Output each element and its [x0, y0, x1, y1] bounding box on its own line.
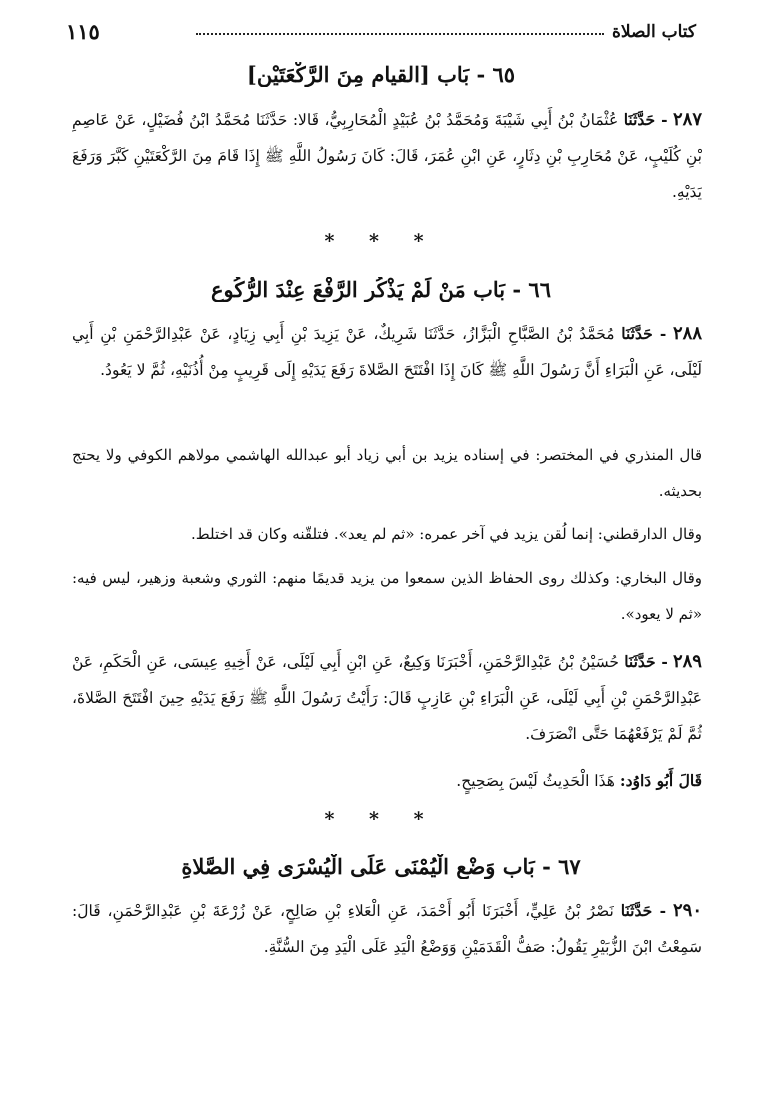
hadith-text: عُثْمَانُ بْنُ أَبِي شَيْبَةَ وَمُحَمَّدُ بْنُ عُبَيْدٍ الْمُحَارِبِيُّ، قَالا: حَدَّثَنَا مُحَمَّدُ ابْنُ فُضَيْلٍ، عَنْ عَاصِمِ بْنِ كُلَيْبٍ، عَنْ مُحَارِبِ بْنِ دِثَارٍ، عَنِ ابْنِ عُمَرَ، قَالَ: كَانَ رَسُولُ اللَّهِ ﷺ إِذَا قَامَ مِنَ الرَّكْعَتَيْنِ كَبَّرَ وَرَفَعَ يَدَيْهِ. — [72, 111, 702, 201]
remark-lead: قَالَ أَبُو دَاوُد: — [619, 771, 702, 790]
chapter-heading-66: ٦٦ - بَاب مَنْ لَمْ يَذْكُرِ الرَّفْعَ عِنْدَ الرُّكُوعِ — [211, 277, 551, 302]
section-separator: * * * — [324, 230, 438, 252]
hadith-lead: - حَدَّثَنَا — [624, 652, 668, 671]
hadith-lead: - حَدَّثَنَا — [621, 324, 667, 343]
hadith-text: مُحَمَّدُ بْنُ الصَّبَّاحِ الْبَزَّازُ، حَدَّثَنَا شَرِيكٌ، عَنْ يَزِيدَ بْنِ أَبِي زِيَادٍ، عَنْ عَبْدِالرَّحْمَنِ بْنِ أَبِي لَيْلَى، عَنِ الْبَرَاءِ أَنَّ رَسُولَ اللَّهِ ﷺ كَانَ إِذَا افْتَتَحَ الصَّلاةَ رَفَعَ يَدَيْهِ إِلَى قَرِيبٍ مِنْ أُذُنَيْهِ، ثُمَّ لا يَعُودُ. — [72, 325, 702, 379]
remark-text: هَذَا الْحَدِيثُ لَيْسَ بِصَحِيحٍ. — [456, 772, 615, 790]
running-title: كتاب الصلاة — [611, 22, 696, 42]
page-number: ١١٥ — [66, 19, 100, 44]
page-header — [66, 19, 696, 48]
hadith-number: ٢٨٧ — [672, 109, 702, 130]
chapter-heading-65: ٦٥ - بَاب [القيام مِنَ الرَّكْعَتَيْنِ] — [246, 62, 516, 87]
hadith-lead: - حَدَّثَنَا — [620, 901, 667, 920]
hadith-287 — [72, 102, 702, 214]
hadith-number: ٢٨٩ — [672, 651, 702, 672]
abu-dawud-remark — [72, 763, 702, 803]
commentary-daraqutni: وقال الدارقطني: إنما لُقن يزيد في آخر عمره: «ثم لم يعد». فتلقّنه وكان قد اختلط. — [191, 525, 702, 543]
header-leader-dots — [196, 33, 604, 35]
commentary-mundhiri: قال المنذري في المختصر: في إسناده يزيد بن أبي زياد أبو عبدالله الهاشمي مولاهم الكوفي ولا يحتج بحديثه. — [72, 446, 702, 500]
hadith-290 — [72, 893, 702, 1005]
hadith-288 — [72, 316, 702, 428]
hadith-lead: - حَدَّثَنَا — [623, 110, 668, 129]
hadith-289 — [72, 644, 702, 756]
chapter-heading-67: ٦٧ - بَاب وَضْعِ الْيُمْنَى عَلَى الْيُسْرَى فِي الصَّلاةِ — [181, 854, 581, 879]
hadith-number: ٢٨٨ — [673, 323, 702, 344]
hadith-text: حُسَيْنُ بْنُ عَبْدِالرَّحْمَنِ، أَخْبَرَنَا وَكِيعٌ، عَنِ ابْنِ أَبِي لَيْلَى، عَنْ أَخِيهِ عِيسَى، عَنِ الْحَكَمِ، عَنْ عَبْدِالرَّحْمَنِ بْنِ أَبِي لَيْلَى، عَنِ الْبَرَاءِ بْنِ عَازِبٍ قَالَ: رَأَيْتُ رَسُولَ اللَّهِ ﷺ رَفَعَ يَدَيْهِ حِينَ افْتَتَحَ الصَّلاةَ، ثُمَّ لَمْ يَرْفَعْهُمَا حَتَّى انْصَرَفَ. — [72, 653, 702, 743]
hadith-number: ٢٩٠ — [672, 900, 702, 921]
section-separator: * * * — [324, 808, 438, 830]
hadith-text: نَصْرُ بْنُ عَلِيٍّ، أَخْبَرَنَا أَبُو أَحْمَدَ، عَنِ الْعَلاءِ بْنِ صَالِحٍ، عَنْ زُرْعَةَ بْنِ عَبْدِالرَّحْمَنِ، قَالَ: سَمِعْتُ ابْنَ الزُّبَيْرِ يَقُولُ: صَفُّ الْقَدَمَيْنِ وَوَضْعُ الْيَدِ عَلَى الْيَدِ مِنَ السُّنَّةِ. — [72, 902, 702, 956]
commentary-bukhari: وقال البخاري: وكذلك روى الحفاظ الذين سمعوا من يزيد قديمًا منهم: الثوري وشعبة وزهير، ليس فيه: «ثم لا يعود». — [72, 569, 702, 623]
